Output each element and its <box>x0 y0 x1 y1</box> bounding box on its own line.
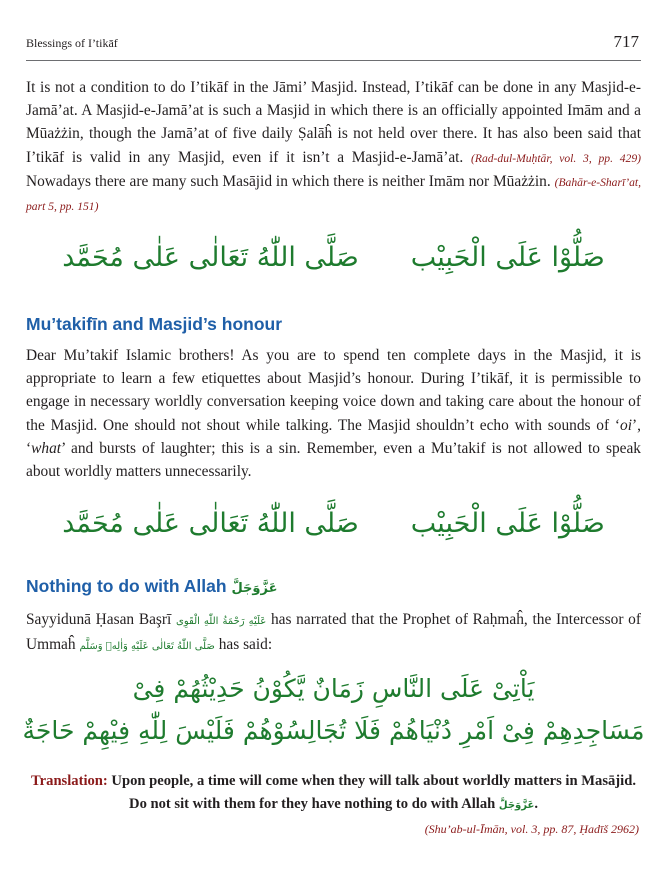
durood-right: صَلُّوْا عَلَى الْحَبِيْب <box>410 508 605 539</box>
rahmatullah-glyph: عَلَيْهِ رَحْمَةُ اللّٰهِ الْقَوِى <box>176 616 267 627</box>
hadith-line-2: مَسَاجِدِهِمْ فِىْ اَمْرِ دُنْيَاهُمْ فَلَا تُجَالِسُوْهُمْ فَلَيْسَ لِلّٰهِ فِيْهِمْ حَاجَةٌ <box>22 716 645 745</box>
section-heading-nothing-to-do <box>26 576 277 597</box>
translation-label: Translation: <box>31 773 108 789</box>
reference-bahar-e-shariat: (Bahār-e-Sharī’at, part 5, pp. 151) <box>26 175 641 214</box>
paragraph-itikaf-condition <box>26 76 641 218</box>
translation-end: . <box>534 796 538 812</box>
paragraph-text: It is not a condition to do I’tikāf in the Jāmi’ Masjid. Instead, I’tikāf can be done in any Masjid-e-Jamā’at. A Masjid-e-Jamā’at is such a Masjid in which there is an officially appointed Imām and a Mūażżin, though the Jamā’at of five daily Ṣalāĥ is not held over there. It has also been said that I’tikāf is valid in any Masjid, even if it isn’t a Masjid-e-Jamā’at. <box>26 79 641 166</box>
heading-text: Nothing to do with Allah <box>26 576 227 596</box>
azza-wa-jalla-glyph: عَزَّوَجَلَّ <box>231 581 278 596</box>
durood-left: صَلَّى اللّٰهُ تَعَالٰى عَلٰى مُحَمَّد <box>62 242 359 273</box>
durood-line-1 <box>0 242 667 273</box>
paragraph-text: ’ and bursts of laughter; this is a sin. Remember, even a Mu’takif is not allowed to speak about worldly matters unnecessarily. <box>26 439 641 481</box>
section-heading-masjid-honour: Mu’takifīn and Masjid’s honour <box>26 314 283 334</box>
durood-right: صَلُّوْا عَلَى الْحَبِيْب <box>410 242 605 273</box>
running-head: Blessings of I’tikāf <box>26 36 118 50</box>
header-divider <box>26 60 641 61</box>
hadith-translation <box>26 770 641 817</box>
azza-wa-jalla-glyph: عَزَّوَجَلَّ <box>498 800 535 811</box>
reference-radd-ul-muhtar: (Rad-dul-Muḥtār, vol. 3, pp. 429) <box>471 151 642 165</box>
paragraph-text: Sayyidunā Ḥasan Başrī <box>26 611 177 628</box>
translation-text: Upon people, a time will come when they will talk about worldly matters in Masājid. Do not sit with them for they have nothing to do with Allah <box>107 773 636 812</box>
hadith-line-1: يَاْتِىْ عَلَى النَّاسِ زَمَانٌ يَّكُوْنُ حَدِيْثُهُمْ فِىْ <box>132 674 535 703</box>
paragraph-text: Nowadays there are many such Masājid in which there is neither Imām nor Mūażżin. <box>26 172 555 190</box>
salawat-glyph: صَلَّى اللّٰهُ تَعَالٰى عَلَيْهِ وَاٰلِهٖ وَسَلَّم <box>79 641 215 653</box>
paragraph-text: has narrated that the Prophet of Raḥmaĥ, the Intercessor of Ummaĥ <box>26 611 641 654</box>
paragraph-masjid-honour <box>26 344 641 483</box>
page-number: 717 <box>613 32 639 51</box>
word-oi: oi <box>620 416 633 434</box>
word-what: what <box>31 439 62 457</box>
durood-line-2 <box>0 508 667 539</box>
paragraph-text: Dear Mu’takif Islamic brothers! As you are to spend ten complete days in the Masjid, it is appropriate to learn a few etiquettes about Masjid’s honour. During I’tikāf, it is permissible to engage in necessary worldly conversation keeping voice down and taking care about the honour of the Masjid. One should not shout while talking. The Masjid shouldn’t echo with sounds of ‘ <box>26 347 641 434</box>
paragraph-text: has said: <box>214 636 273 654</box>
hadith-source-reference: (Shu’ab-ul-Īmān, vol. 3, pp. 87, Ḥadīš 2962) <box>424 822 639 836</box>
hadith-arabic <box>0 668 667 752</box>
paragraph-text: ’, ‘ <box>26 416 641 457</box>
durood-left: صَلَّى اللّٰهُ تَعَالٰى عَلٰى مُحَمَّد <box>62 508 359 539</box>
paragraph-narration <box>26 608 641 658</box>
